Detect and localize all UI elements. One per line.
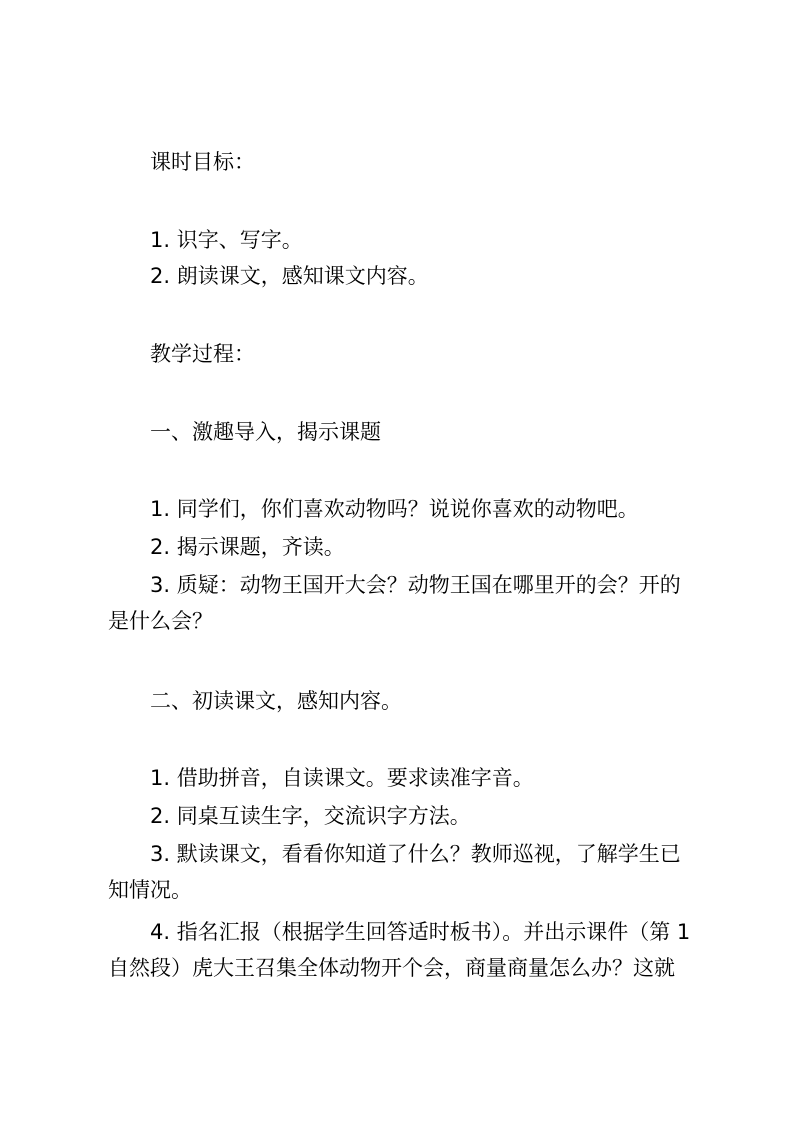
- objective-item-1: 1. 识字、写字。: [150, 228, 303, 252]
- section2-item-1: 1. 借助拼音，自读课文。要求读准字音。: [150, 766, 534, 790]
- section2-item-3: 3. 默读课文，看看你知道了什么？教师巡视，了解学生已知情况。: [108, 842, 681, 902]
- section2-item-4: 4. 指名汇报（根据学生回答适时板书）。并出示课件（第 1 自然段）虎大王召集全体动物开个会，商量商量怎么办？这就: [108, 920, 691, 980]
- section1-item-2: 2. 揭示课题，齐读。: [150, 535, 345, 559]
- section1-title: 一、激趣导入，揭示课题: [150, 420, 381, 444]
- section2-title: 二、初读课文，感知内容。: [150, 689, 402, 713]
- section1-item-1: 1. 同学们，你们喜欢动物吗？说说你喜欢的动物吧。: [150, 497, 639, 521]
- section2-item-2: 2. 同桌互读生字，交流识字方法。: [150, 804, 471, 828]
- objectives-heading: 课时目标：: [150, 150, 255, 174]
- objective-item-2: 2. 朗读课文，感知课文内容。: [150, 264, 429, 288]
- section1-item-3: 3. 质疑：动物王国开大会？动物王国在哪里开的会？开的是什么会？: [108, 573, 681, 633]
- process-heading: 教学过程：: [150, 342, 255, 366]
